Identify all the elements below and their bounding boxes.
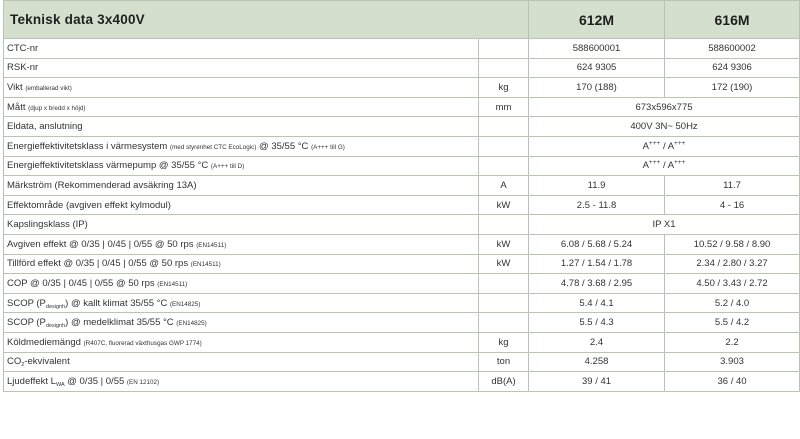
row-label-text: Eldata, anslutning <box>7 121 83 133</box>
row-unit <box>479 136 529 156</box>
row-value-616m: 2.2 <box>665 332 800 352</box>
row-value-612m: 11.9 <box>529 176 665 196</box>
row-label-text: Tillförd effekt @ 0/35 | 0/45 | 0/55 @ 50 rps <box>7 258 189 270</box>
row-label-text: RSK-nr <box>7 62 39 74</box>
row-value-612m: 39 / 41 <box>529 372 665 392</box>
row-value-612m: 5.5 / 4.3 <box>529 313 665 333</box>
row-label-text: Märkström (Rekommenderad avsäkring 13A) <box>7 179 197 191</box>
row-label <box>4 313 479 333</box>
table-row <box>4 136 800 156</box>
row-unit <box>479 293 529 313</box>
technical-data-table <box>3 0 800 392</box>
row-value-612m: 624 9305 <box>529 58 665 78</box>
row-unit <box>479 117 529 137</box>
row-value-612m: 1.27 / 1.54 / 1.78 <box>529 254 665 274</box>
row-label-note: (EN14825) <box>169 300 201 308</box>
row-value-612m: 4.78 / 3.68 / 2.95 <box>529 274 665 294</box>
table-row <box>4 332 800 352</box>
row-label <box>4 254 479 274</box>
table-row <box>4 313 800 333</box>
row-label-text: Kapslingsklass (IP) <box>7 219 88 231</box>
row-unit <box>479 156 529 176</box>
row-label-text: Köldmediemängd <box>7 336 81 348</box>
table-row <box>4 293 800 313</box>
row-label-note: (R407C, fluorerad växthusgas GWP 1774) <box>83 339 202 347</box>
table-row <box>4 176 800 196</box>
row-unit <box>479 274 529 294</box>
row-value-616m: 36 / 40 <box>665 372 800 392</box>
table-row <box>4 215 800 235</box>
row-label <box>4 39 479 59</box>
row-value-616m: 11.7 <box>665 176 800 196</box>
row-label-note: (emballerad vikt) <box>25 84 72 92</box>
row-value-616m: 2.34 / 2.80 / 3.27 <box>665 254 800 274</box>
row-label-text: Avgiven effekt @ 0/35 | 0/45 | 0/55 @ 50 rps <box>7 238 194 250</box>
row-label <box>4 215 479 235</box>
row-label-text: Ljudeffekt $L_{WA}$ @ 0/35 | 0/55 <box>7 375 125 388</box>
row-value-616m: 588600002 <box>665 39 800 59</box>
row-label-note: (EN 12102) <box>126 378 160 386</box>
row-label-note: (djup x bredd x höjd) <box>28 104 86 112</box>
row-label <box>4 156 479 176</box>
row-value-612m: 170 (188) <box>529 78 665 98</box>
row-unit: kW <box>479 234 529 254</box>
row-label <box>4 372 479 392</box>
row-shared-value: A+++ / A+++ <box>529 156 800 176</box>
row-shared-value: A+++ / A+++ <box>529 136 800 156</box>
row-value-616m: 3.903 <box>665 352 800 372</box>
row-unit: kg <box>479 78 529 98</box>
row-label-note: (EN14825) <box>176 320 207 328</box>
table-row <box>4 156 800 176</box>
row-label <box>4 234 479 254</box>
table-row <box>4 372 800 392</box>
table-row <box>4 195 800 215</box>
row-unit: kg <box>479 332 529 352</box>
row-label-text: Energieffektivitetsklass värmepump @ 35/55 °C <box>7 160 209 172</box>
table-row <box>4 352 800 372</box>
row-label-note: (EN14511) <box>190 261 221 269</box>
table-row <box>4 274 800 294</box>
row-value-612m: 6.08 / 5.68 / 5.24 <box>529 234 665 254</box>
row-value-612m: 2.4 <box>529 332 665 352</box>
table-row <box>4 97 800 117</box>
table-header-row <box>4 1 800 39</box>
row-unit: kW <box>479 254 529 274</box>
table-row <box>4 78 800 98</box>
row-label <box>4 58 479 78</box>
row-label-note: (EN14511) <box>196 241 227 249</box>
row-label-text: Effektområde (avgiven effekt kylmodul) <box>7 199 171 211</box>
row-value-612m: 4.258 <box>529 352 665 372</box>
row-unit: ton <box>479 352 529 372</box>
row-label <box>4 293 479 313</box>
row-label-note: (EN14511) <box>157 280 188 288</box>
row-value-616m: 624 9306 <box>665 58 800 78</box>
table-row <box>4 58 800 78</box>
row-value-616m: 4 - 16 <box>665 195 800 215</box>
table-row <box>4 39 800 59</box>
row-value-616m: 172 (190) <box>665 78 800 98</box>
row-label-text: $CO_2$-ekvivalent <box>7 356 70 369</box>
model-header-612m: 612M <box>529 1 665 39</box>
row-value-612m: 2.5 - 11.8 <box>529 195 665 215</box>
row-unit <box>479 313 529 333</box>
row-shared-value: 400V 3N~ 50Hz <box>529 117 800 137</box>
row-value-612m: 588600001 <box>529 39 665 59</box>
row-label <box>4 352 479 372</box>
row-unit <box>479 215 529 235</box>
row-unit: kW <box>479 195 529 215</box>
row-label <box>4 176 479 196</box>
row-label-text: Energieffektivitetsklass i värmesystem <box>7 140 168 152</box>
row-unit <box>479 58 529 78</box>
row-label-text: SCOP $(P_{designh})$ @ kallt klimat 35/55 °C <box>7 297 168 310</box>
row-value-612m: 5.4 / 4.1 <box>529 293 665 313</box>
row-value-616m: 10.52 / 9.58 / 8.90 <box>665 234 800 254</box>
row-unit: dB(A) <box>479 372 529 392</box>
table-row <box>4 254 800 274</box>
row-shared-value: IP X1 <box>529 215 800 235</box>
row-label-text: SCOP $(P_{designh})$ @ medelklimat 35/55 °C <box>7 317 174 330</box>
row-label-text: CTC-nr <box>7 42 39 54</box>
row-value-616m: 5.2 / 4.0 <box>665 293 800 313</box>
row-value-616m: 4.50 / 3.43 / 2.72 <box>665 274 800 294</box>
row-label <box>4 195 479 215</box>
row-label-note: (A+++ till G) <box>311 143 345 151</box>
row-label-text: Mått <box>7 101 26 113</box>
row-label <box>4 97 479 117</box>
table-row <box>4 117 800 137</box>
row-label-condition: @ 35/55 °C <box>256 140 309 152</box>
model-header-616m: 616M <box>665 1 800 39</box>
row-shared-value: 673x596x775 <box>529 97 800 117</box>
row-label <box>4 136 479 156</box>
row-label <box>4 78 479 98</box>
row-unit <box>479 39 529 59</box>
row-label <box>4 117 479 137</box>
row-label <box>4 274 479 294</box>
row-label-text: Vikt <box>7 81 23 93</box>
row-value-616m: 5.5 / 4.2 <box>665 313 800 333</box>
row-unit: mm <box>479 97 529 117</box>
row-label-note: (med styrenhet CTC EcoLogic) <box>169 143 257 151</box>
row-label <box>4 332 479 352</box>
row-label-note: (A+++ till D) <box>210 163 245 171</box>
row-unit: A <box>479 176 529 196</box>
table-row <box>4 234 800 254</box>
row-label-text: COP @ 0/35 | 0/45 | 0/55 @ 50 rps <box>7 277 155 289</box>
table-title: Teknisk data 3x400V <box>4 1 529 39</box>
